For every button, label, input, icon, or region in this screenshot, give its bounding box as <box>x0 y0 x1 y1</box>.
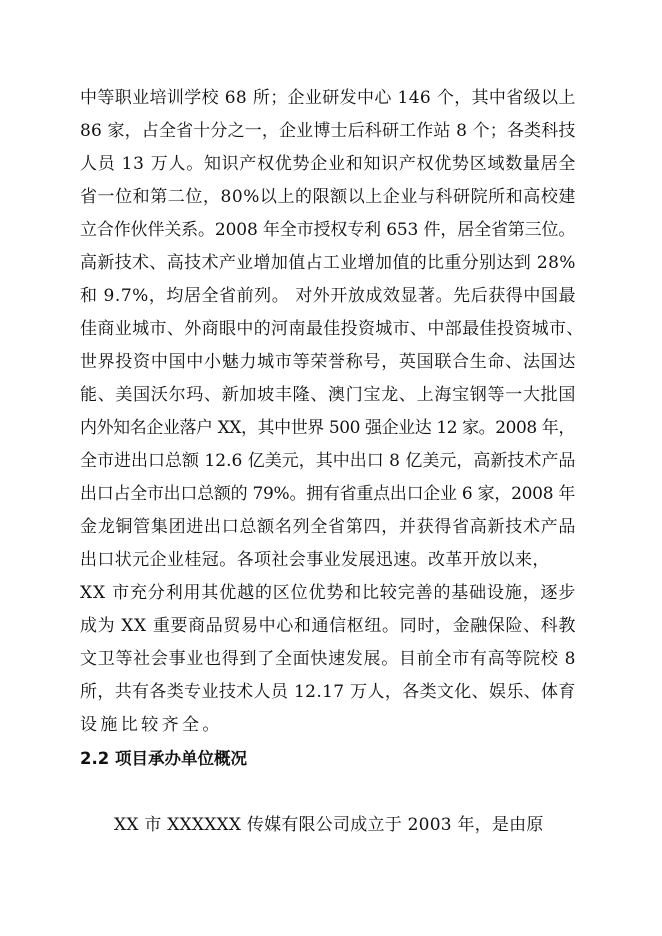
body-line-18: 文卫等社会事业也得到了全面快速发展。目前全市有高等院校 8 <box>80 649 577 669</box>
body-line-17: 成为 XX 重要商品贸易中心和通信枢纽。同时，金融保险、科教 <box>80 616 577 636</box>
body-line-6: 高新技术、高技术产业增加值占工业增加值的比重分别达到 28% <box>80 253 576 273</box>
body-line-7: 和 9.7%，均居全省前列。 对外开放成效显著。先后获得中国最 <box>80 286 576 306</box>
body-line-16: XX 市充分利用其优越的区位优势和比较完善的基础设施，逐步 <box>80 583 577 603</box>
body-line-11: 内外知名企业落户 XX，其中世界 500 强企业达 12 家。2008 年， <box>80 418 575 438</box>
body-line-4: 省一位和第二位，80%以上的限额以上企业与科研院所和高校建 <box>80 187 576 207</box>
body-line-8: 佳商业城市、外商眼中的河南最佳投资城市、中部最佳投资城市、 <box>80 319 584 339</box>
body-line-9: 世界投资中国中小魅力城市等荣誉称号，英国联合生命、法国达 <box>80 352 577 372</box>
body-line-5: 立合作伙伴关系。2008 年全市授权专利 653 件，居全省第三位。 <box>80 220 576 240</box>
body-line-14: 金龙铜管集团进出口总额名列全省第四，并获得省高新技术产品 <box>80 517 577 537</box>
body-line-10: 能、美国沃尔玛、新加坡丰隆、澳门宝龙、上海宝钢等一大批国 <box>80 385 577 405</box>
section-heading: 2.2 项目承办单位概况 <box>80 749 247 768</box>
body-line-20: 设施比较齐全。 <box>80 715 223 735</box>
body-line-12: 全市进出口总额 12.6 亿美元，其中出口 8 亿美元，高新技术产品 <box>80 451 576 471</box>
body-line-2: 86 家，占全省十分之一，企业博士后科研工作站 8 个；各类科技 <box>80 121 576 141</box>
body-line-19: 所，共有各类专业技术人员 12.17 万人，各类文化、娱乐、体育 <box>80 682 576 702</box>
body-line-3: 人员 13 万人。知识产权优势企业和知识产权优势区域数量居全 <box>80 154 577 174</box>
body-line-15: 出口状元企业桂冠。各项社会事业发展迅速。改革开放以来， <box>80 550 550 570</box>
body-line-1: 中等职业培训学校 68 所；企业研发中心 146 个，其中省级以上 <box>80 88 576 108</box>
body-line-13: 出口占全市出口总额的 79%。拥有省重点出口企业 6 家，2008 年 <box>80 484 576 504</box>
body-line-21: XX 市 XXXXXX 传媒有限公司成立于 2003 年，是由原 <box>114 815 544 835</box>
